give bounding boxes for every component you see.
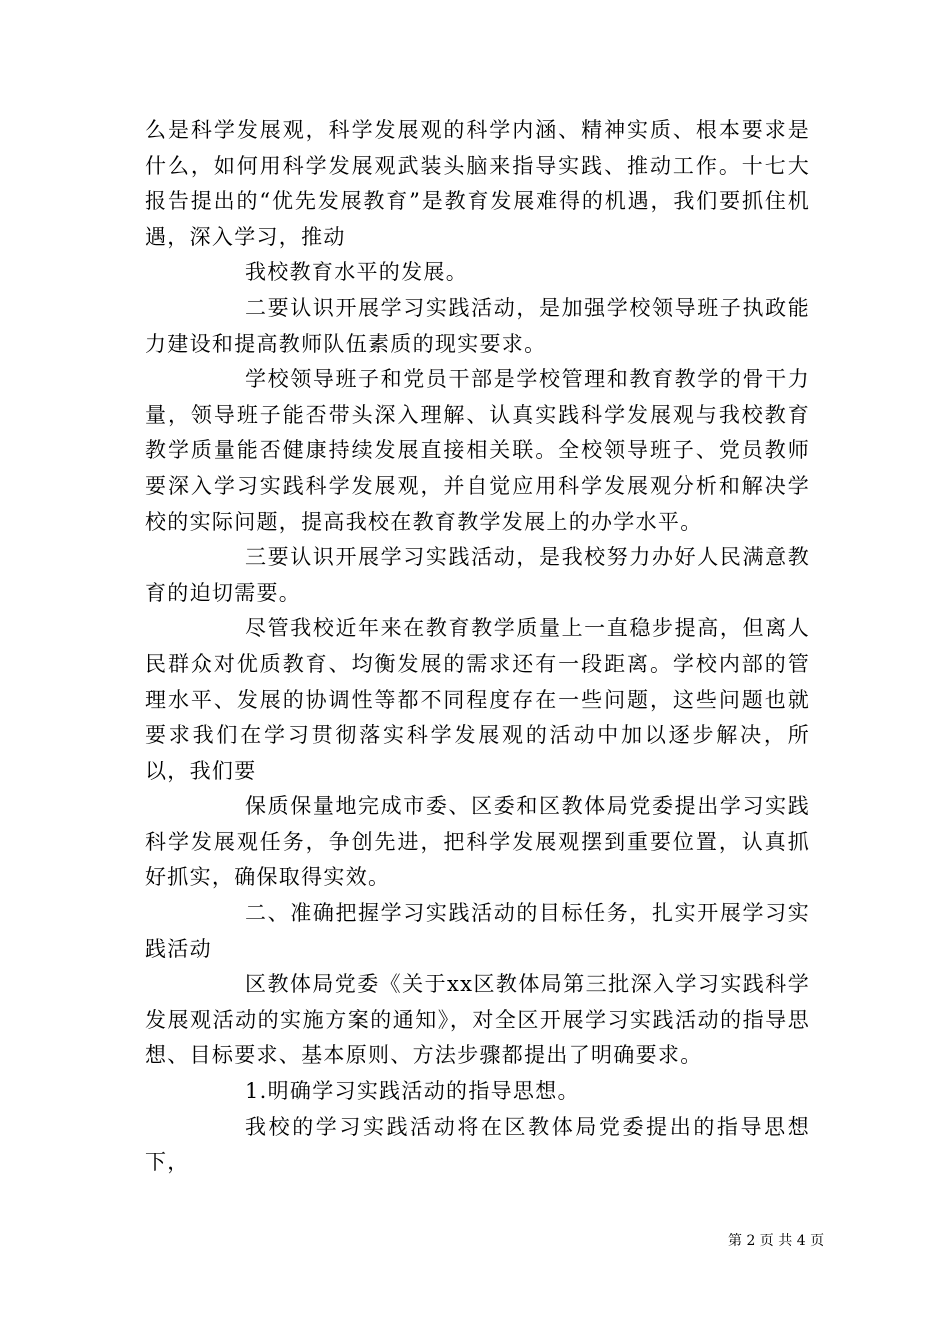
section-heading-2: 二、准确把握学习实践活动的目标任务，扎实开展学习实践活动 (145, 901, 810, 961)
subheading-1: 1.明确学习实践活动的指导思想。 (245, 1079, 580, 1104)
paragraph-6: 尽管我校近年来在教育教学质量上一直稳步提高，但离人民群众对优质教育、均衡发展的需求还有一段距离。学校内部的管理水平、发展的协调性等都不同程度存在一些问题，这些问题也就要求我们在学习贯彻落实科学发展观的活动中加以逐步解决，所以，我们要 (145, 616, 810, 783)
paragraph-5: 三要认识开展学习实践活动，是我校努力办好人民满意教育的迫切需要。 (145, 545, 810, 605)
paragraph-4: 学校领导班子和党员干部是学校管理和教育教学的骨干力量，领导班子能否带头深入理解、认真实践科学发展观与我校教育教学质量能否健康持续发展直接相关联。全校领导班子、党员教师要深入学习实践科学发展观，并自觉应用科学发展观分析和解决学校的实际问题，提高我校在教育教学发展上的办学水平。 (145, 367, 810, 534)
paragraph-2: 我校教育水平的发展。 (245, 260, 468, 285)
paragraph-3: 二要认识开展学习实践活动，是加强学校领导班子执政能力建设和提高教师队伍素质的现实要求。 (145, 295, 810, 356)
document-body (145, 113, 810, 1181)
paragraph-11: 我校的学习实践活动将在区教体局党委提出的指导思想下， (145, 1114, 810, 1175)
paragraph-1: 么是科学发展观，科学发展观的科学内涵、精神实质、根本要求是什么，如何用科学发展观武装头脑来指导实践、推动工作。十七大报告提出的“优先发展教育”是教育发展难得的机遇，我们要抓住机遇，深入学习，推动 (145, 118, 810, 249)
paragraph-7: 保质保量地完成市委、区委和区教体局党委提出学习实践科学发展观任务，争创先进，把科学发展观摆到重要位置，认真抓好抓实，确保取得实效。 (145, 794, 810, 890)
paragraph-9: 区教体局党委《关于xx区教体局第三批深入学习实践科学发展观活动的实施方案的通知》，对全区开展学习实践活动的指导思想、目标要求、基本原则、方法步骤都提出了明确要求。 (145, 972, 810, 1068)
page-number-footer: 第 2 页 共 4 页 (728, 1233, 825, 1249)
